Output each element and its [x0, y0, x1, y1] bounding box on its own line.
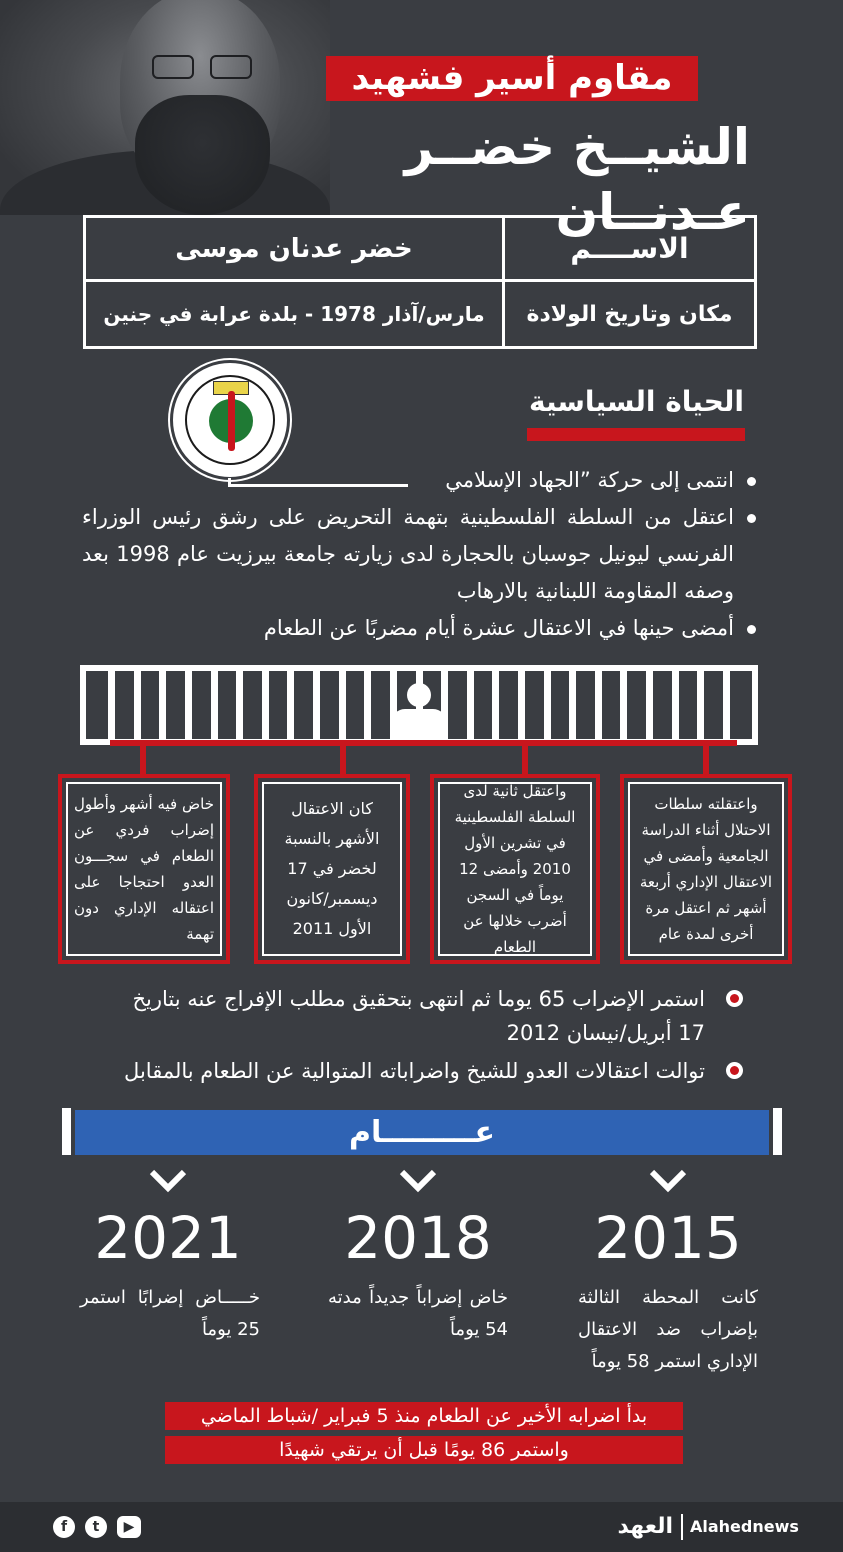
timeline-drop — [703, 746, 709, 776]
prison-bar — [697, 671, 704, 739]
prison-bar — [595, 671, 602, 739]
list-item: اعتقل من السلطة الفلسطينية بتهمة التحريض على رشق رئيس الوزراء الفرنسي ليونيل جوسبان بالحجارة لدى زيارته جامعة بيرزيت عام 1998 بعد وصفه المقاومة اللبنانية بالارهاب — [82, 499, 762, 610]
detention-box-3 — [254, 774, 410, 964]
chevron-down-icon — [648, 1168, 688, 1194]
closing-line-2: واستمر 86 يومًا قبل أن يرتقي شهيدًا — [165, 1436, 683, 1464]
prison-bar — [211, 671, 218, 739]
prison-bar — [108, 671, 115, 739]
prison-bar — [339, 671, 346, 739]
list-item: انتمى إلى حركة ”الجهاد الإسلامي — [82, 462, 762, 499]
brand-logo-arabic: العهد — [617, 1514, 673, 1539]
list-item-text: توالت اعتقالات العدو للشيخ واضراباته المتوالية عن الطعام بالمقابل — [124, 1059, 705, 1083]
prison-bar — [134, 671, 141, 739]
info-row-name — [86, 218, 754, 282]
twitter-icon[interactable]: t — [85, 1516, 107, 1538]
info-value-birth: مارس/آذار 1978 - بلدة عرابة في جنين — [103, 302, 485, 326]
info-row-birth — [86, 282, 754, 346]
brand-logo-english: Alahednews — [690, 1517, 799, 1536]
year-2015: 2015 — [594, 1204, 742, 1272]
prison-bar — [492, 671, 499, 739]
detention-box-text: كان الاعتقال الأشهر بالنسبة لخضر في 17 ديسمبر/كانون الأول 2011 — [284, 799, 380, 938]
timeline-line — [110, 740, 737, 746]
detention-box-2 — [430, 774, 600, 964]
prison-bar — [569, 671, 576, 739]
section-title-political: الحياة السياسية — [528, 385, 744, 418]
facebook-icon[interactable]: f — [53, 1516, 75, 1538]
detention-box-text: واعتقل ثانية لدى السلطة الفلسطينية في تشرين الأول 2010 وأمضى 12 يوماً في السجن أضرب خلالها عن الطعام — [454, 782, 576, 956]
prison-bar — [262, 671, 269, 739]
prison-bar — [672, 671, 679, 739]
prison-bar — [159, 671, 166, 739]
prison-bar — [287, 671, 294, 739]
timeline-drop — [522, 746, 528, 776]
prison-bar — [518, 671, 525, 739]
prisoner-icon — [377, 683, 461, 739]
prison-bar — [185, 671, 192, 739]
prison-bar — [646, 671, 653, 739]
detention-box-text: خاض فيه أشهر وأطول إضراب فردي عن الطعام في سجـــون العدو احتجاجا على اعتقاله الإداري دون تهمة — [74, 795, 214, 943]
prison-bar — [364, 671, 371, 739]
info-value-name: خضر عدنان موسى — [175, 233, 413, 264]
info-table — [83, 215, 757, 349]
info-key-birth: مكان وتاريخ الولادة — [502, 282, 754, 346]
hunger-strike-list — [110, 982, 743, 1092]
list-item-text: استمر الإضراب 65 يوما ثم انتهى بتحقيق مطلب الإفراج عنه بتاريخ 17 أبريل/نيسان 2012 — [132, 987, 705, 1045]
prison-bar — [544, 671, 551, 739]
year-2015-text: كانت المحطة الثالثة بإضراب ضد الاعتقال الإداري استمر 58 يوماً — [578, 1287, 758, 1372]
list-item — [110, 1054, 743, 1088]
political-list — [82, 462, 762, 647]
prison-bar — [723, 671, 730, 739]
prison-bar — [467, 671, 474, 739]
youtube-icon[interactable]: ▶ — [117, 1516, 141, 1538]
year-2021-text: خـــــاض إضرابًا استمر 25 يوماً — [80, 1287, 260, 1340]
chevron-down-icon — [398, 1168, 438, 1194]
prison-bar — [313, 671, 320, 739]
portrait-photo — [0, 0, 330, 215]
banner-endcap — [62, 1108, 71, 1155]
detention-box-1 — [620, 774, 792, 964]
bullet-icon — [726, 990, 743, 1007]
list-item: أمضى حينها في الاعتقال عشرة أيام مضربًا عن الطعام — [82, 610, 762, 647]
prison-bars-icon — [80, 665, 758, 745]
detention-box-4 — [58, 774, 230, 964]
year-banner-label: عـــــــــام — [348, 1115, 496, 1150]
year-2018: 2018 — [344, 1204, 492, 1272]
list-item — [110, 982, 743, 1050]
bullet-icon — [726, 1062, 743, 1079]
year-2018-text: خاض إضراباً جديداً مدته 54 يوماً — [328, 1287, 508, 1340]
prison-bar — [620, 671, 627, 739]
detention-box-text: واعتقلته سلطات الاحتلال أثناء الدراسة الجامعية وأمضى في الاعتقال الإداري أربعة أشهر ثم اعتقل مرة أخرى لمدة عام — [639, 795, 773, 943]
info-key-name: الاســــم — [502, 218, 754, 279]
closing-line-1: بدأ اضرابه الأخير عن الطعام منذ 5 فبراير /شباط الماضي — [165, 1402, 683, 1430]
chevron-down-icon — [148, 1168, 188, 1194]
year-2021: 2021 — [94, 1204, 242, 1272]
brand-separator — [681, 1514, 683, 1540]
page-title: الشيــخ خضــر عـدنــان — [404, 118, 750, 241]
tagline: مقاوم أسير فشهيد — [351, 58, 673, 98]
prison-bar — [236, 671, 243, 739]
timeline-drop — [340, 746, 346, 776]
banner-endcap — [773, 1108, 782, 1155]
timeline-drop — [140, 746, 146, 776]
section-underline — [527, 428, 745, 441]
